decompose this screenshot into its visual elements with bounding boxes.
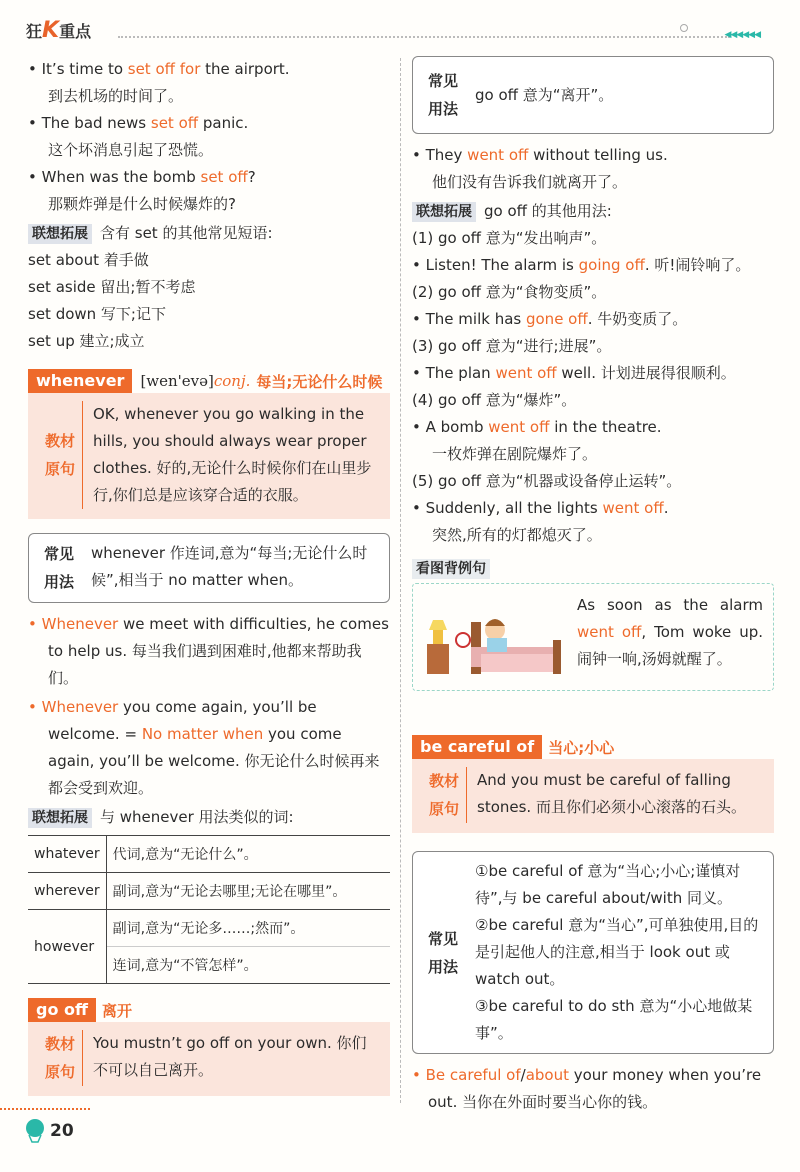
entry-heading-whenever: whenever [wen'evə] conj. 每当;无论什么时候 (28, 369, 390, 393)
example-sentence: • Suddenly, all the lights went off. (412, 499, 669, 517)
example-sentence: • When was the bomb set off? (28, 168, 256, 186)
extension-line: 联想拓展 与 whenever 用法类似的词: (28, 804, 390, 831)
example-sentence: • Whenever we meet with difficulties, he comes to help us. 每当我们遇到困难时,他都来帮助我们。 (28, 615, 389, 687)
extension-line: 联想拓展 含有 set 的其他常见短语: (28, 220, 390, 247)
example-sentence: • Whenever you come again, you’ll be welcome. = No matter when you come again, you’ll be welcome. 你无论什么时候再来都会受到欢迎。 (28, 698, 380, 797)
header-arrows-icon: ◀◀◀◀◀◀ (724, 30, 760, 40)
example-translation: 一枚炸弹在剧院爆炸了。 (432, 445, 598, 463)
header-circle (680, 24, 688, 32)
picture-example-text: As soon as the alarm went off, Tom woke up. 闹钟一响,汤姆就醒了。 (577, 596, 763, 668)
right-column (412, 56, 774, 1116)
phrase-item: set about 着手做 (28, 251, 149, 269)
picture-example-box (412, 583, 774, 691)
phrase-item: set aside 留出;暂不考虑 (28, 278, 196, 296)
picture-tag: 看图背例句 (412, 559, 490, 579)
phrase-item: set up 建立;成立 (28, 332, 145, 350)
example-translation: 到去机场的时间了。 (48, 87, 184, 105)
page-number: 20 (24, 1118, 74, 1144)
footer-dotted-line (0, 1108, 90, 1110)
extension-line: 联想拓展 go off 的其他用法: (412, 198, 774, 225)
entry-heading-be-careful-of: be careful of 当心;小心 (412, 735, 774, 759)
left-column (28, 56, 390, 1096)
usage-item: (4) go off 意为“爆炸”。 (412, 391, 577, 409)
header-dotted-line (118, 36, 730, 38)
usage-item: (2) go off 意为“食物变质”。 (412, 283, 607, 301)
usage-item: (1) go off 意为“发出响声”。 (412, 229, 607, 247)
usage-box: 常见用法 whenever 作连词,意为“每当;无论什么时候”,相当于 no matter when。 (28, 533, 390, 603)
similar-words-table (28, 835, 390, 984)
table-row: however 副词,意为“无论多……;然而”。 (28, 910, 390, 947)
column-divider (400, 58, 401, 1103)
example-sentence: • The plan went off well. 计划进展得很顺利。 (412, 364, 736, 382)
usage-box: 常见用法 ①be careful of 意为“当心;小心;谨慎对待”,与 be careful about/with 同义。 ②be careful 意为“当心”,可单独使用,目的是引起他人的注意,相当于 look out 或 watch out。 ③be careful to do sth 意为“小心地做某事”。 (412, 851, 774, 1054)
logo: 狂K重点 (26, 18, 92, 43)
extension-tag: 联想拓展 (28, 224, 92, 244)
example-sentence: • They went off without telling us. (412, 146, 668, 164)
example-sentence: • Listen! The alarm is going off. 听!闹铃响了。 (412, 256, 751, 274)
page-header (0, 0, 800, 48)
example-sentence: • Be careful of/about your money when you’re out. 当你在外面时要当心你的钱。 (412, 1066, 762, 1111)
textbook-sentence-box: 教材原句 And you must be careful of falling stones. 而且你们必须小心滚落的石头。 (412, 759, 774, 833)
usage-item: (5) go off 意为“机器或设备停止运转”。 (412, 472, 682, 490)
example-sentence: • The bad news set off panic. (28, 114, 249, 132)
example-translation: 突然,所有的灯都熄灭了。 (432, 526, 602, 544)
example-sentence: • The milk has gone off. 牛奶变质了。 (412, 310, 688, 328)
table-row: 连词,意为“不管怎样”。 (28, 947, 390, 984)
example-sentence: • A bomb went off in the theatre. (412, 418, 662, 436)
textbook-sentence-box: 教材原句 You mustn’t go off on your own. 你们不可以自己离开。 (28, 1022, 390, 1096)
example-sentence: • It’s time to set off for the airport. (28, 60, 290, 78)
textbook-sentence-box: 教材原句 OK, whenever you go walking in the hills, you should always wear proper clothes. 好的,无论什么时候你们在山里步行,你们总是应该穿合适的衣服。 (28, 393, 390, 519)
example-translation: 他们没有告诉我们就离开了。 (432, 173, 628, 191)
table-row: wherever 副词,意为“无论去哪里;无论在哪里”。 (28, 873, 390, 910)
balloon-icon (24, 1118, 46, 1144)
phrase-item: set down 写下;记下 (28, 305, 166, 323)
boy-in-bed-illustration (423, 592, 563, 682)
example-translation: 那颗炸弹是什么时候爆炸的? (48, 195, 236, 213)
entry-heading-go-off: go off 离开 (28, 998, 390, 1022)
table-row: whatever 代词,意为“无论什么”。 (28, 836, 390, 873)
usage-box: 常见用法 go off 意为“离开”。 (412, 56, 774, 134)
example-translation: 这个坏消息引起了恐慌。 (48, 141, 214, 159)
usage-item: (3) go off 意为“进行;进展”。 (412, 337, 612, 355)
